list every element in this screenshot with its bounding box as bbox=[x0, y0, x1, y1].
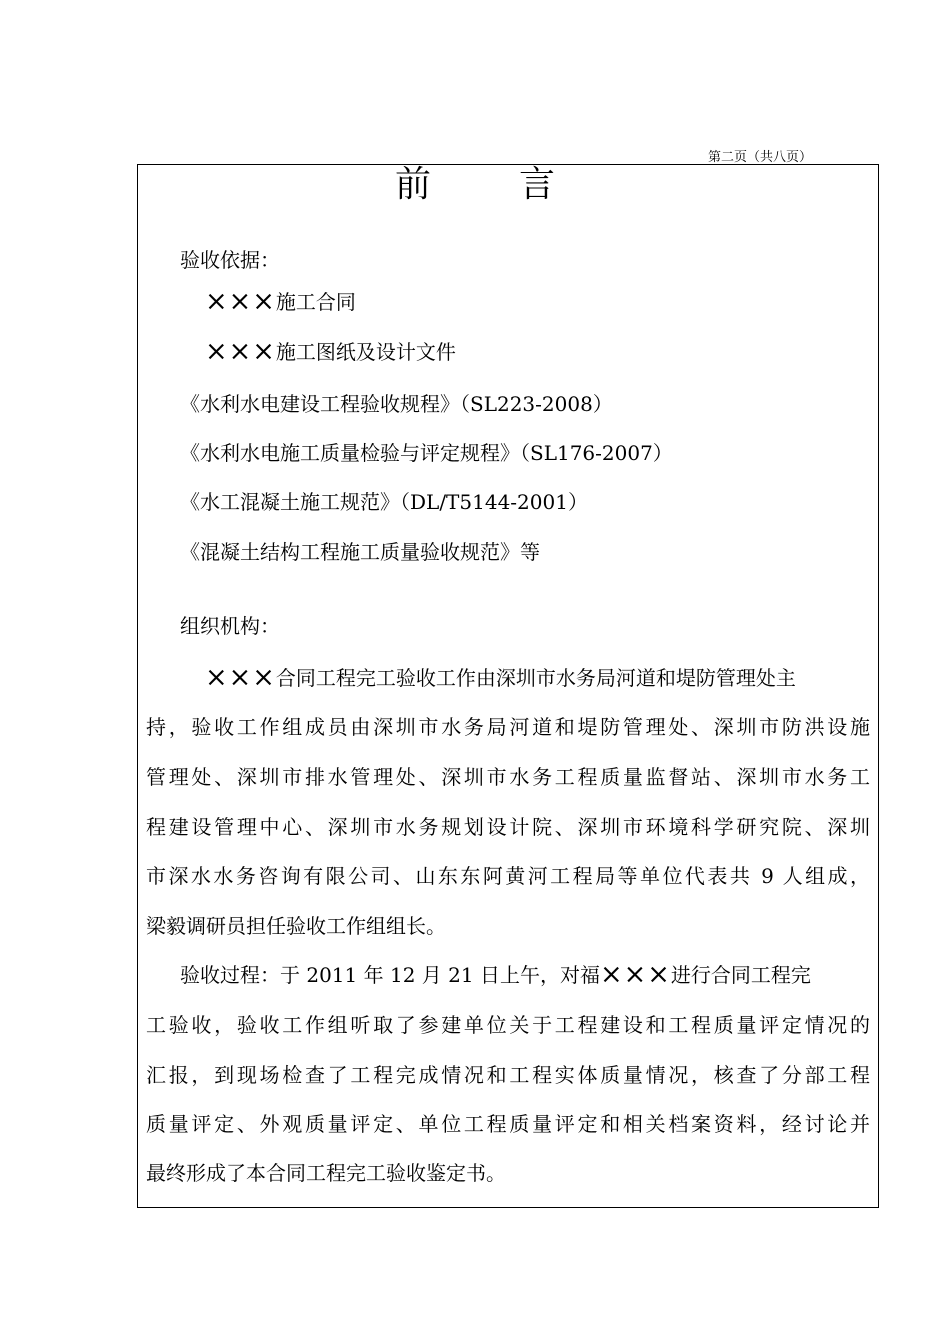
process-line-5: 最终形成了本合同工程完工验收鉴定书。 bbox=[146, 1161, 506, 1185]
basis-item-regulation-4: 《混凝土结构工程施工质量验收规范》等 bbox=[180, 540, 540, 564]
organization-line-3: 管理处、深圳市排水管理处、深圳市水务工程质量监督站、深圳市水务工 bbox=[146, 765, 870, 789]
redacted-mark: ××× bbox=[205, 286, 276, 317]
process-line-4: 质量评定、外观质量评定、单位工程质量评定和相关档案资料，经讨论并 bbox=[146, 1112, 870, 1136]
organization-line-5: 市深水水务咨询有限公司、山东东阿黄河工程局等单位代表共 9 人组成， bbox=[146, 864, 870, 888]
process-text-after: 进行合同工程完 bbox=[670, 963, 811, 987]
process-line-1 bbox=[180, 961, 811, 989]
organization-line-2: 持，验收工作组成员由深圳市水务局河道和堤防管理处、深圳市防洪设施 bbox=[146, 715, 870, 739]
page-number: 第二页（共八页） bbox=[708, 150, 813, 165]
title-char-1: 前 bbox=[394, 164, 431, 205]
basis-item-regulation-2: 《水利水电施工质量检验与评定规程》（SL176-2007） bbox=[180, 441, 673, 465]
process-line-2: 工验收，验收工作组听取了参建单位关于工程建设和工程质量评定情况的 bbox=[146, 1013, 870, 1037]
page-title bbox=[0, 160, 950, 210]
basis-item-text: 施工图纸及设计文件 bbox=[275, 340, 456, 364]
organization-line-6: 梁毅调研员担任验收工作组组长。 bbox=[146, 914, 446, 938]
basis-item-drawings bbox=[205, 338, 456, 366]
organization-line-1 bbox=[205, 664, 870, 692]
basis-item-contract bbox=[205, 288, 356, 316]
organization-heading: 组织机构： bbox=[180, 614, 280, 638]
redacted-mark: ××× bbox=[205, 336, 276, 367]
basis-item-regulation-3: 《水工混凝土施工规范》（DL/T5144-2001） bbox=[180, 490, 588, 514]
basis-item-text: 施工合同 bbox=[275, 290, 356, 314]
organization-line-4: 程建设管理中心、深圳市水务规划设计院、深圳市环境科学研究院、深圳 bbox=[146, 815, 870, 839]
basis-heading: 验收依据： bbox=[180, 248, 280, 272]
process-line-3: 汇报，到现场检查了工程完成情况和工程实体质量情况，核查了分部工程 bbox=[146, 1063, 870, 1087]
redacted-mark: ××× bbox=[205, 662, 276, 693]
title-char-2: 言 bbox=[519, 164, 556, 205]
basis-item-regulation-1: 《水利水电建设工程验收规程》（SL223-2008） bbox=[180, 392, 613, 416]
process-text-before: 验收过程：于 2011 年 12 月 21 日上午，对福 bbox=[180, 963, 600, 987]
organization-text: 合同工程完工验收工作由深圳市水务局河道和堤防管理处主 bbox=[275, 666, 796, 690]
redacted-mark: ××× bbox=[599, 959, 671, 990]
